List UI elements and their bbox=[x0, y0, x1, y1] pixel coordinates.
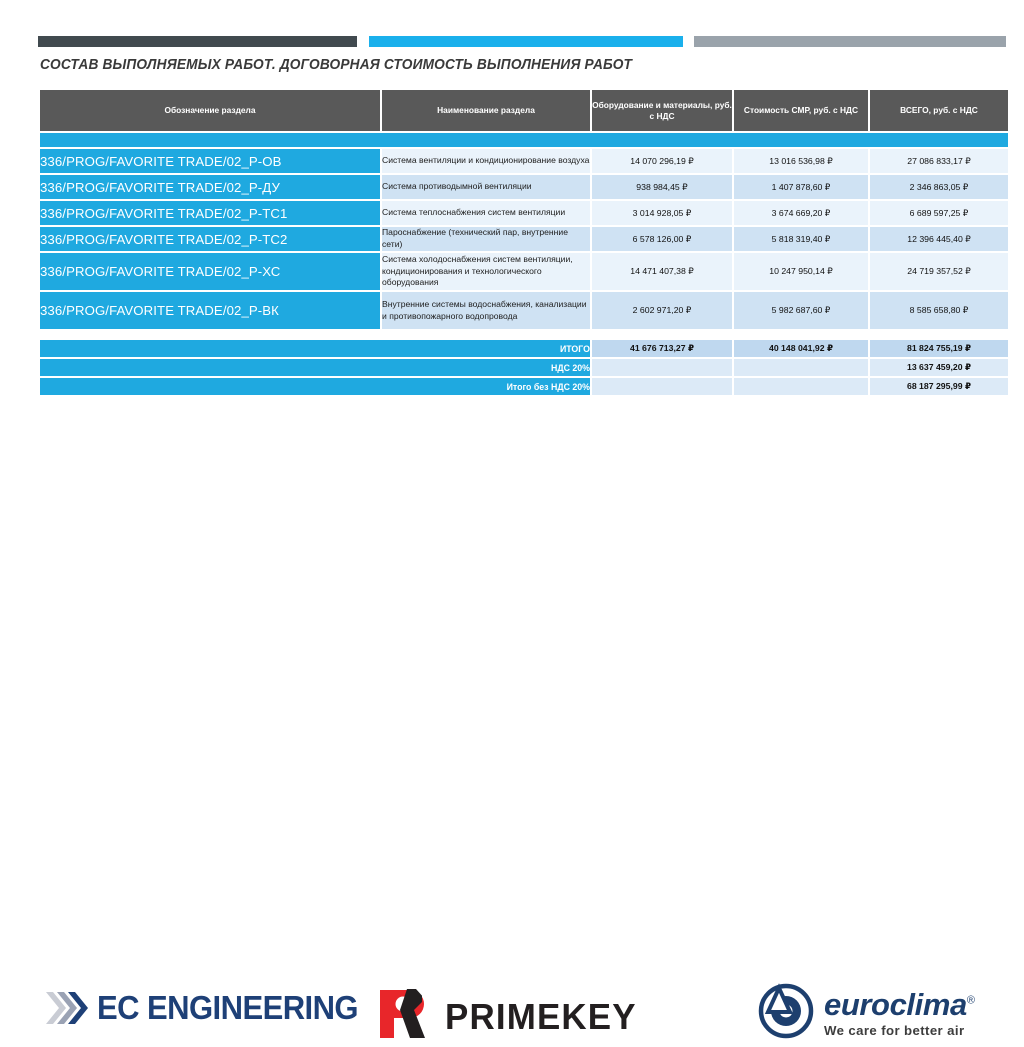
euroclima-wordmark bbox=[824, 989, 975, 1020]
row-code: 336/PROG/FAVORITE TRADE/02_Р-ХС bbox=[40, 253, 380, 290]
table-gap-cell bbox=[40, 331, 1008, 338]
row-name: Система холодоснабжения систем вентиляции, кондиционирования и технологического оборудования bbox=[382, 253, 590, 290]
registered-mark-icon: ® bbox=[966, 994, 975, 1007]
row-total: 6 689 597,25 ₽ bbox=[870, 201, 1008, 225]
accent-bar-gap-2 bbox=[683, 36, 694, 47]
totals-smr bbox=[734, 378, 868, 395]
totals-equipment: 41 676 713,27 ₽ bbox=[592, 340, 732, 357]
totals-smr bbox=[734, 359, 868, 376]
row-name: Система вентиляции и кондиционирование воздуха bbox=[382, 149, 590, 173]
column-header-smr: Стоимость СМР, руб. с НДС bbox=[734, 90, 868, 131]
table-header-row bbox=[40, 90, 1008, 131]
table-spacer-row bbox=[40, 133, 1008, 147]
page-title: СОСТАВ ВЫПОЛНЯЕМЫХ РАБОТ. ДОГОВОРНАЯ СТОИМОСТЬ ВЫПОЛНЕНИЯ РАБОТ bbox=[40, 57, 633, 73]
totals-total: 68 187 295,99 ₽ bbox=[870, 378, 1008, 395]
euroclima-name: euroclima bbox=[824, 987, 967, 1022]
table-row[interactable] bbox=[40, 227, 1008, 251]
row-equipment: 3 014 928,05 ₽ bbox=[592, 201, 732, 225]
ec-engineering-wordmark: EC ENGINEERING bbox=[97, 989, 358, 1026]
table-row[interactable] bbox=[40, 175, 1008, 199]
logo-primekey bbox=[376, 986, 643, 1047]
totals-label: ИТОГО bbox=[40, 340, 590, 357]
row-smr: 3 674 669,20 ₽ bbox=[734, 201, 868, 225]
row-name: Система теплоснабжения систем вентиляции bbox=[382, 201, 590, 225]
totals-row-itogo bbox=[40, 340, 1008, 357]
totals-total: 81 824 755,19 ₽ bbox=[870, 340, 1008, 357]
row-total: 2 346 863,05 ₽ bbox=[870, 175, 1008, 199]
euroclima-mark-icon bbox=[752, 982, 814, 1045]
logo-strip bbox=[0, 488, 1024, 1038]
euroclima-tagline: We care for better air bbox=[824, 1023, 965, 1038]
row-equipment: 938 984,45 ₽ bbox=[592, 175, 732, 199]
euroclima-text-block bbox=[824, 989, 975, 1038]
row-code: 336/PROG/FAVORITE TRADE/02_Р-ВК bbox=[40, 292, 380, 329]
totals-equipment bbox=[592, 378, 732, 395]
accent-bar-gray bbox=[694, 36, 1006, 47]
ec-chevron-icon bbox=[44, 988, 90, 1028]
totals-smr: 40 148 041,92 ₽ bbox=[734, 340, 868, 357]
table-row[interactable] bbox=[40, 292, 1008, 329]
row-smr: 1 407 878,60 ₽ bbox=[734, 175, 868, 199]
primekey-wordmark: PRIMEKEY bbox=[445, 995, 637, 1037]
row-code: 336/PROG/FAVORITE TRADE/02_Р-ТС2 bbox=[40, 227, 380, 251]
row-equipment: 2 602 971,20 ₽ bbox=[592, 292, 732, 329]
cost-table bbox=[38, 88, 1010, 397]
accent-bar-dark bbox=[38, 36, 357, 47]
table-spacer-cell bbox=[40, 133, 1008, 147]
row-name: Внутренние системы водоснабжения, канализации и противопожарного водопровода bbox=[382, 292, 590, 329]
row-name: Система противодымной вентиляции bbox=[382, 175, 590, 199]
row-code: 336/PROG/FAVORITE TRADE/02_Р-ДУ bbox=[40, 175, 380, 199]
row-smr: 5 818 319,40 ₽ bbox=[734, 227, 868, 251]
logo-euroclima bbox=[752, 982, 975, 1045]
row-total: 24 719 357,52 ₽ bbox=[870, 253, 1008, 290]
table-row[interactable] bbox=[40, 149, 1008, 173]
row-equipment: 14 471 407,38 ₽ bbox=[592, 253, 732, 290]
table-row[interactable] bbox=[40, 253, 1008, 290]
row-total: 8 585 658,80 ₽ bbox=[870, 292, 1008, 329]
logo-ec-engineering bbox=[44, 988, 375, 1028]
column-header-code: Обозначение раздела bbox=[40, 90, 380, 131]
totals-row-nds bbox=[40, 359, 1008, 376]
totals-label: НДС 20% bbox=[40, 359, 590, 376]
row-smr: 13 016 536,98 ₽ bbox=[734, 149, 868, 173]
row-total: 12 396 445,40 ₽ bbox=[870, 227, 1008, 251]
table-gap-row bbox=[40, 331, 1008, 338]
accent-bar-cyan bbox=[369, 36, 683, 47]
totals-equipment bbox=[592, 359, 732, 376]
row-code: 336/PROG/FAVORITE TRADE/02_Р-ОВ bbox=[40, 149, 380, 173]
row-total: 27 086 833,17 ₽ bbox=[870, 149, 1008, 173]
table-row[interactable] bbox=[40, 201, 1008, 225]
row-smr: 10 247 950,14 ₽ bbox=[734, 253, 868, 290]
row-code: 336/PROG/FAVORITE TRADE/02_Р-ТС1 bbox=[40, 201, 380, 225]
totals-label: Итого без НДС 20% bbox=[40, 378, 590, 395]
column-header-equipment: Оборудование и материалы, руб. с НДС bbox=[592, 90, 732, 131]
column-header-name: Наименование раздела bbox=[382, 90, 590, 131]
column-header-total: ВСЕГО, руб. с НДС bbox=[870, 90, 1008, 131]
row-name: Пароснабжение (технический пар, внутренние сети) bbox=[382, 227, 590, 251]
accent-bar-group bbox=[38, 36, 1006, 47]
row-smr: 5 982 687,60 ₽ bbox=[734, 292, 868, 329]
totals-total: 13 637 459,20 ₽ bbox=[870, 359, 1008, 376]
row-equipment: 6 578 126,00 ₽ bbox=[592, 227, 732, 251]
totals-row-without-nds bbox=[40, 378, 1008, 395]
accent-bar-gap-1 bbox=[357, 36, 369, 47]
primekey-mark-icon bbox=[376, 986, 432, 1047]
cost-table-container bbox=[38, 88, 1006, 397]
row-equipment: 14 070 296,19 ₽ bbox=[592, 149, 732, 173]
